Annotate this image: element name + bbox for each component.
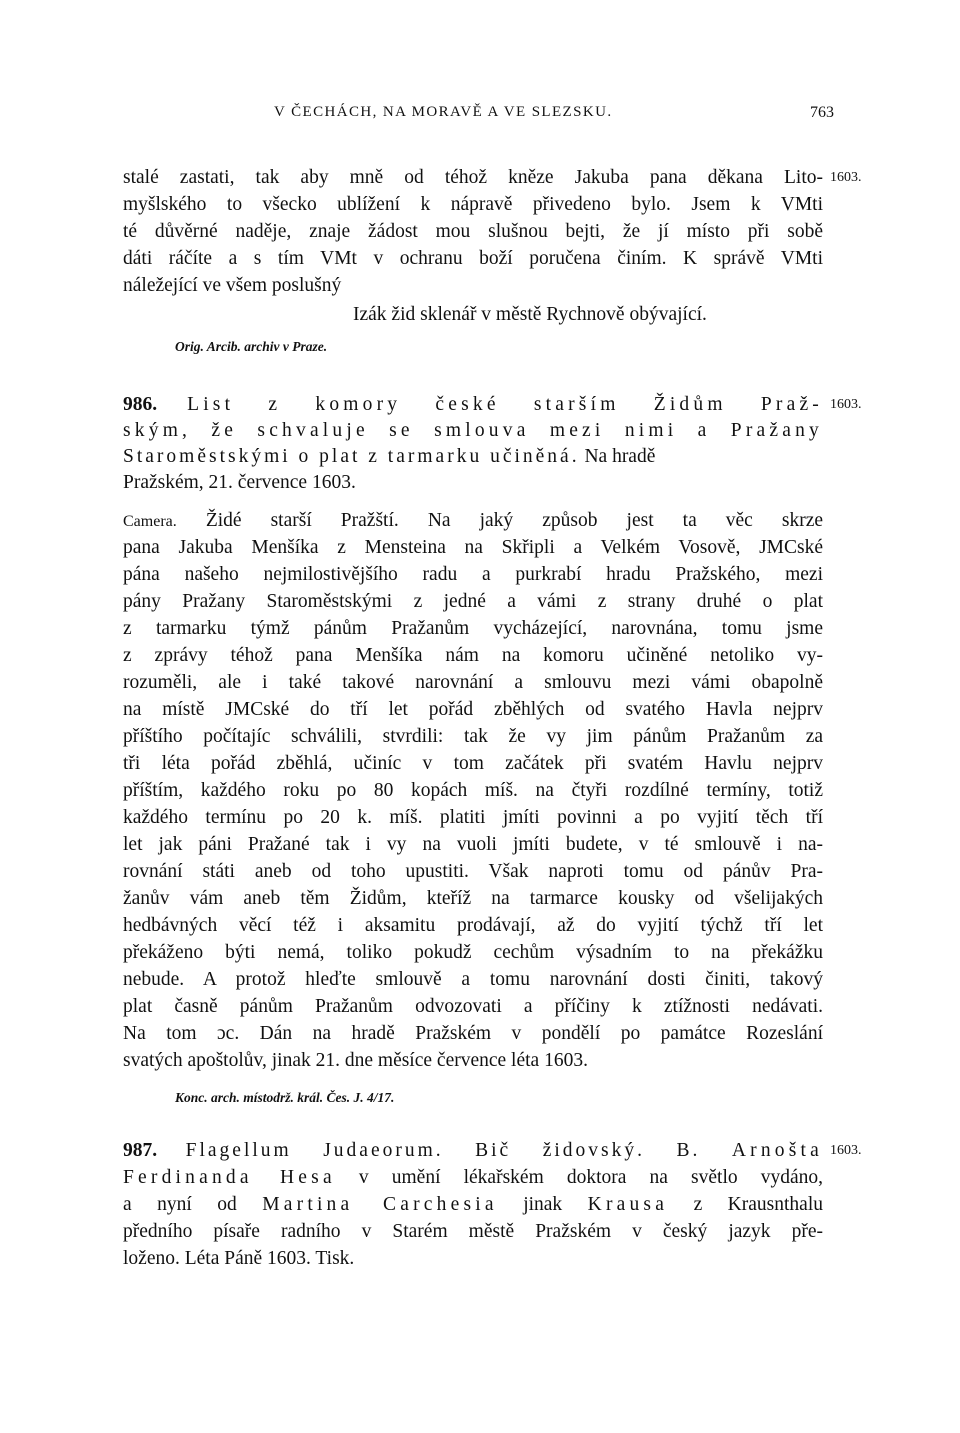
text-line: nebude. A protož hleďte smlouvě a tomu narovnání dosti činiti, takový	[123, 969, 823, 990]
text-line: příštího počítajíc schválili, stvrdili: tak že vy jim pánům Pražanům za	[123, 726, 823, 747]
text-span: z Krausnthalu	[668, 1194, 823, 1215]
text-line	[123, 508, 823, 535]
source-citation: Konc. arch. místodrž. král. Čes. J. 4/17.	[175, 1090, 395, 1105]
text-line: pány Pražany Staroměstskými z jedné a vámi z strany druhé o plat	[123, 591, 823, 612]
text-line: žanův vám aneb těm Židům, kteříž na tarmarce kousky od všelijakých	[123, 888, 823, 909]
text-line: z zprávy téhož pana Menšíka nám na komoru učiněné netoliko vy-	[123, 645, 823, 666]
document-title: Pražském, 21. července 1603.	[123, 472, 356, 493]
text-line: překáženo býti nemá, toliko pokudž cechům výsadním to na překážku	[123, 942, 823, 963]
text-line: příštím, každého roku po 80 kopách míš. na čtyři rozdílné termíny, totiž	[123, 780, 823, 801]
translator-alias: Krausa	[587, 1194, 669, 1215]
text-span: v umění lékařském doktora na světlo vydáno,	[335, 1167, 823, 1188]
author-name: Ferdinanda Hesa	[123, 1167, 336, 1188]
text-span: jinak	[497, 1194, 588, 1215]
document-title: ským, že schvaluje se smlouva mezi nimi a Pražany	[123, 420, 823, 441]
translator-name: Martina Carchesia	[262, 1194, 498, 1215]
text-line: plat časně pánům Pražanům odvozovati a příčiny k ztížnosti nedávati.	[123, 996, 823, 1017]
text-line: Na tom ɔc. Dán na hradě Pražském v pondělí po památce Rozeslání	[123, 1023, 823, 1044]
text-span: a nyní od	[123, 1194, 263, 1215]
text-line: z tarmarku týmž pánům Pražanům vycházející, narovnána, tomu jsme	[123, 618, 823, 639]
text-line: hedbávných věcí též i aksamitu prodávají, až do vyjití týchž tří let	[123, 915, 823, 936]
document-title-rest: Na hradě	[579, 446, 656, 467]
text-line: loženo. Léta Páně 1603. Tisk.	[123, 1248, 355, 1269]
margin-year: 1603.	[830, 397, 862, 412]
text-line: let jak páni Pražané tak i vy na vuoli jmíti budete, v té smlouvě i na-	[123, 834, 823, 855]
document-title-spaced: Staroměstskými o plat z tarmarku učiněná.	[123, 446, 580, 467]
running-head: V ČECHÁCH, NA MORAVĚ A VE SLEZSKU.	[274, 104, 613, 120]
lead-camera: Camera.	[123, 513, 177, 530]
text-line: na místě JMCské do tří let pořád zběhlých od svatého Havla nejprv	[123, 699, 823, 720]
text-line: svatých apoštolův, jinak 21. dne měsíce července léta 1603.	[123, 1050, 588, 1071]
text-line: dáti ráčíte a s tím VMt v ochranu boží poručena činím. K správě VMti	[123, 248, 823, 269]
document-title	[123, 444, 823, 470]
text-line: rozuměli, ale i také takové narovnání a smlouvu mezi vámi obapolně	[123, 672, 823, 693]
text-line: předního písaře radního v Starém městě Pražském v český jazyk pře-	[123, 1221, 823, 1242]
document-heading	[123, 392, 823, 418]
text-line: myšlského to všecko ublížení k nápravě přivedeno bylo. Jsem k VMti	[123, 194, 823, 215]
margin-year: 1603.	[830, 1143, 862, 1158]
page-number: 763	[810, 104, 834, 121]
text-line: pána našeho nejmilostivějšího radu a purkrabí hradu Pražského, mezi	[123, 564, 823, 585]
work-title: Flagellum Judaeorum.	[185, 1140, 444, 1161]
signature: Izák žid sklenář v městě Rychnově obývající.	[353, 304, 707, 325]
source-citation: Orig. Arcib. archiv v Praze.	[175, 339, 328, 354]
margin-year: 1603.	[830, 170, 862, 185]
lead-addressee: Židé starší Pražští.	[205, 510, 399, 531]
document-number: 987.	[123, 1140, 158, 1161]
text-line: každého termínu po 20 k. míš. platiti jmíti povinni a po vyjití těch tří	[123, 807, 823, 828]
text-line: rovnání státi aneb od toho upustiti. Však naproti tomu od pánův Pra-	[123, 861, 823, 882]
author-name: Arnošta	[731, 1140, 824, 1161]
text-line: pana Jakuba Menšíka z Mensteina na Skřipli a Velkém Vosově, JMCské	[123, 537, 823, 558]
text-span: Bič židovský. B.	[443, 1140, 732, 1161]
text-line: tři léta pořád zběhlá, učiníc v tom začátek při svatém Havlu nejprv	[123, 753, 823, 774]
document-heading	[123, 1138, 823, 1164]
text-line	[123, 1165, 823, 1191]
document-number: 986.	[123, 394, 158, 415]
text-line	[123, 1192, 823, 1218]
text-line: stalé zastati, tak aby mně od téhož kněze Jakuba pana děkana Lito-	[123, 167, 823, 188]
text-line: náležející ve všem poslušný	[123, 275, 342, 296]
document-title: List z komory české starším Židům Praž-	[187, 394, 823, 415]
text-line: té důvěrné naděje, znaje žádost mou slušnou bejti, že jí místo při sobě	[123, 221, 823, 242]
lead-text: Na jaký způsob jest ta věc skrze	[427, 510, 824, 531]
